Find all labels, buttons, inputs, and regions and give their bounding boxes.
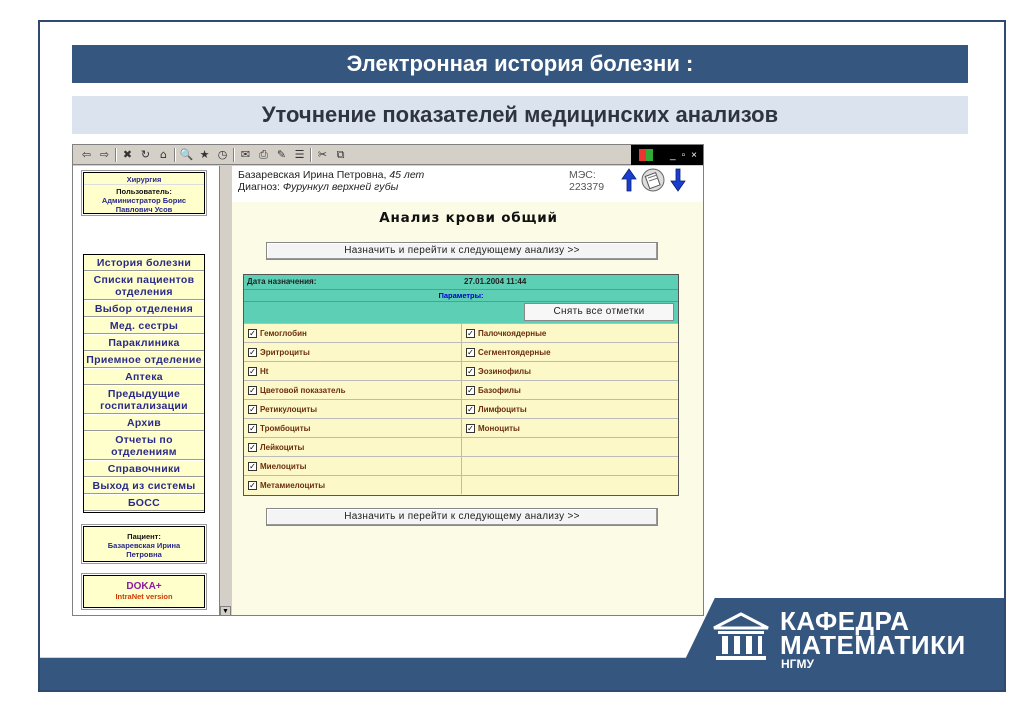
sidebar-item[interactable]: Предыдущие госпитализации <box>84 386 204 415</box>
clear-all-button[interactable]: Снять все отметки <box>524 303 674 321</box>
app-window <box>72 144 704 616</box>
back-icon[interactable]: ⇦ <box>81 147 92 161</box>
toolbar-separator <box>115 148 117 162</box>
param-label: Эозинофилы <box>478 366 531 376</box>
param-cell <box>244 457 461 475</box>
param-cell <box>244 324 461 342</box>
home-icon[interactable]: ⌂ <box>160 147 167 161</box>
param-checkbox[interactable]: ✓ <box>249 366 256 376</box>
analysis-title: Анализ крови общий <box>379 210 558 226</box>
param-cell <box>244 476 461 494</box>
product-sub: IntraNet version <box>115 592 173 601</box>
patient-age: 45 лет <box>389 169 425 181</box>
sidebar-item[interactable]: Параклиника <box>84 335 204 352</box>
param-checkbox[interactable]: ✓ <box>249 423 256 433</box>
patient-name-side: Базаревская Ирина Петровна <box>107 541 181 559</box>
patient-label: Пациент: <box>127 532 161 541</box>
param-cell <box>461 362 678 380</box>
browser-toolbar <box>73 145 704 165</box>
slide-title: Электронная история болезни : <box>72 45 968 83</box>
param-checkbox[interactable]: ✓ <box>467 347 474 357</box>
window-controls <box>631 145 703 165</box>
param-label: Сегментоядерные <box>478 347 551 357</box>
param-label: Эритроциты <box>260 347 310 357</box>
close-icon[interactable]: × <box>691 149 697 161</box>
cut-icon[interactable]: ✂ <box>317 147 328 161</box>
param-cell <box>244 438 461 456</box>
table-row <box>244 399 678 418</box>
patient-header <box>232 166 704 202</box>
param-cell <box>244 419 461 437</box>
mail-icon[interactable]: ✉ <box>240 147 251 161</box>
param-label: Лимфоциты <box>478 404 527 414</box>
stop-icon[interactable]: ✖ <box>122 147 133 161</box>
document-icon[interactable] <box>640 168 666 192</box>
param-checkbox[interactable]: ✓ <box>467 385 474 395</box>
dept-label: Хирургия <box>84 173 204 185</box>
date-value: 27.01.2004 11:44 <box>464 277 527 286</box>
param-cell <box>244 362 461 380</box>
minimize-icon[interactable]: _ <box>670 149 676 161</box>
param-label: Моноциты <box>478 423 520 433</box>
next-analysis-button-bottom[interactable]: Назначить и перейти к следующему анализу >> <box>266 508 658 526</box>
param-cell <box>461 419 678 437</box>
sidebar-item[interactable]: Аптека <box>84 369 204 386</box>
param-cell <box>461 400 678 418</box>
next-analysis-button-top[interactable]: Назначить и перейти к следующему анализу >> <box>266 242 658 260</box>
search-icon[interactable]: 🔍 <box>179 147 194 161</box>
building-icon <box>712 612 770 662</box>
param-cell <box>461 438 678 456</box>
param-label: Миелоциты <box>260 461 307 471</box>
param-checkbox[interactable]: ✓ <box>249 461 256 471</box>
edit-icon[interactable]: ✎ <box>276 147 287 161</box>
table-row <box>244 475 678 494</box>
copy-icon[interactable]: ⧉ <box>336 147 345 161</box>
param-label: Цветовой показатель <box>260 385 346 395</box>
sidebar-scrollbar[interactable] <box>219 166 231 616</box>
param-label: Палочкоядерные <box>478 328 547 338</box>
param-label: Ретикулоциты <box>260 404 318 414</box>
date-row <box>244 275 678 289</box>
param-cell <box>461 457 678 475</box>
favorites-icon[interactable]: ★ <box>199 147 210 161</box>
logo-line2: МАТЕМАТИКИ <box>780 630 966 660</box>
param-cell <box>244 343 461 361</box>
sidebar-item[interactable]: Архив <box>84 415 204 432</box>
print-icon[interactable]: ⎙ <box>259 147 268 161</box>
sidebar-item[interactable]: Списки пациентов отделения <box>84 272 204 301</box>
param-checkbox[interactable]: ✓ <box>467 366 474 376</box>
param-checkbox[interactable]: ✓ <box>249 404 256 414</box>
param-checkbox[interactable]: ✓ <box>249 480 256 490</box>
user-name: Администратор Борис Павлович Усов <box>101 196 187 214</box>
param-cell <box>461 381 678 399</box>
restore-icon[interactable]: ▫ <box>681 149 686 161</box>
sidebar-item[interactable]: Отчеты по отделениям <box>84 432 204 461</box>
param-checkbox[interactable]: ✓ <box>249 328 256 338</box>
param-cell <box>461 324 678 342</box>
sidebar-item[interactable]: Выбор отделения <box>84 301 204 318</box>
mes-code: 223379 <box>569 181 605 193</box>
sidebar-item[interactable]: Мед. сестры <box>84 318 204 335</box>
patient-box <box>83 526 205 562</box>
diagnosis-label: Диагноз: <box>238 181 280 193</box>
windows-flag-icon <box>639 149 653 161</box>
param-checkbox[interactable]: ✓ <box>249 347 256 357</box>
param-checkbox[interactable]: ✓ <box>467 404 474 414</box>
patient-name-line <box>238 169 424 181</box>
param-checkbox[interactable]: ✓ <box>249 385 256 395</box>
sidebar-item[interactable]: БОСС <box>84 495 204 512</box>
arrow-down-icon[interactable] <box>670 168 686 192</box>
user-box <box>83 172 205 214</box>
date-label: Дата назначения: <box>247 277 317 286</box>
param-label: Гемоглобин <box>260 328 307 338</box>
refresh-icon[interactable]: ↻ <box>140 147 151 161</box>
arrow-up-icon[interactable] <box>621 168 637 192</box>
param-cell <box>244 381 461 399</box>
sidebar-item[interactable]: Справочники <box>84 461 204 478</box>
param-cell <box>461 343 678 361</box>
table-row <box>244 418 678 437</box>
toolbar-separator <box>310 148 312 162</box>
product-name: DOKA+ <box>126 581 162 592</box>
param-checkbox[interactable]: ✓ <box>467 328 474 338</box>
table-row <box>244 361 678 380</box>
param-cell <box>461 476 678 494</box>
toolbar-separator <box>174 148 176 162</box>
param-checkbox[interactable]: ✓ <box>467 423 474 433</box>
param-label: Лейкоциты <box>260 442 305 452</box>
slide-subtitle: Уточнение показателей медицинских анализов <box>72 96 968 134</box>
patient-name: Базаревская Ирина Петровна, <box>238 169 387 181</box>
user-label: Пользователь: <box>116 187 172 196</box>
mes-label: МЭС: <box>569 169 596 181</box>
param-checkbox[interactable]: ✓ <box>249 442 256 452</box>
table-row <box>244 323 678 342</box>
main-content <box>232 166 704 616</box>
scroll-down-icon[interactable]: ▼ <box>220 606 231 616</box>
parameters-table <box>243 274 679 496</box>
logo-line3: НГМУ <box>781 657 814 671</box>
diagnosis-line <box>238 181 398 193</box>
param-label: Тромбоциты <box>260 423 311 433</box>
table-row <box>244 437 678 456</box>
param-label: Ht <box>260 366 269 376</box>
sidebar-item[interactable]: Приемное отделение <box>84 352 204 369</box>
forward-icon[interactable]: ⇨ <box>99 147 110 161</box>
params-label: Параметры: <box>244 289 678 301</box>
sidebar-item[interactable]: История болезни <box>84 255 204 272</box>
sidebar <box>73 166 219 616</box>
diagnosis-value: Фурункул верхней губы <box>282 181 399 193</box>
table-row <box>244 380 678 399</box>
table-row <box>244 342 678 361</box>
param-label: Базофилы <box>478 385 521 395</box>
toolbar-separator <box>233 148 235 162</box>
logo-line1: КАФЕДРА <box>780 606 910 636</box>
param-cell <box>244 400 461 418</box>
side-menu <box>83 254 205 513</box>
param-label: Метамиелоциты <box>260 480 326 490</box>
discuss-icon[interactable]: ☰ <box>294 147 305 161</box>
sidebar-item[interactable]: Выход из системы <box>84 478 204 495</box>
table-row <box>244 456 678 475</box>
product-box <box>83 575 205 608</box>
history-icon[interactable]: ◷ <box>217 147 228 161</box>
